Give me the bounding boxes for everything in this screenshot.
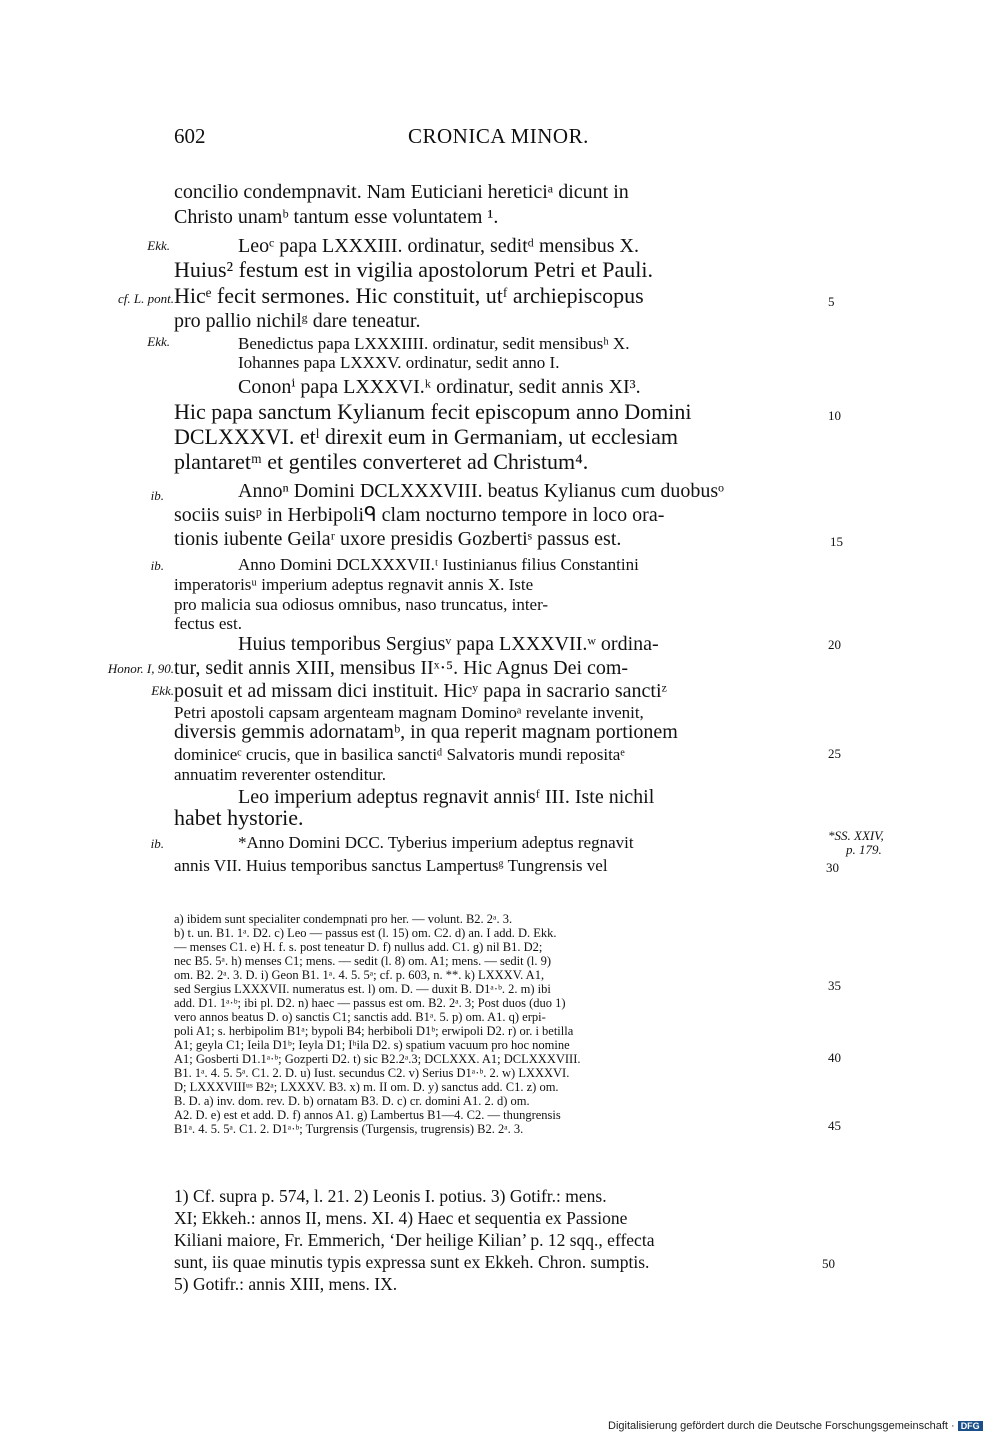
- line-number: 50: [822, 1256, 835, 1271]
- margin-note: ib.: [150, 488, 164, 503]
- text-line: Leo imperium adeptus regnavit annisᶠ III. Iste nichil: [238, 786, 655, 808]
- text-line: Benedictus papa LXXXIIII. ordinatur, sedit mensibusʰ X.: [238, 334, 630, 353]
- apparatus-line: b) t. un. B1. 1ᵃ. D2. c) Leo — passus est (l. 15) om. C2. d) an. I add. D. Ekk.: [174, 926, 557, 940]
- line-number: 45: [828, 1118, 841, 1133]
- text-line: annuatim reverenter ostenditur.: [174, 765, 386, 784]
- apparatus-line: A1; Gosberti D1.1ᵃ·ᵇ; Gozperti D2. t) sic B2.2ᵃ.3; DCLXXX. A1; DCLXXXVIII.: [174, 1052, 581, 1066]
- line-number: 20: [828, 637, 841, 652]
- text-line: pro malicia sua odiosus omnibus, naso truncatus, inter-: [174, 595, 549, 614]
- apparatus-line: D; LXXXVIIIᵘˢ B2ᵃ; LXXXV. B3. x) m. II om. D. y) sanctus add. C1. z) om.: [174, 1080, 559, 1094]
- line-number: 5: [828, 294, 835, 309]
- margin-note: Ekk.: [151, 683, 174, 698]
- text-line: Annoⁿ Domini DCLXXXVIII. beatus Kylianus cum duobusᵒ: [238, 480, 724, 502]
- apparatus-line: B1. 1ᵃ. 4. 5. 5ᵃ. C1. 2. D. u) Iust. secundus C2. v) Serius D1ᵃ·ᵇ. 2. w) LXXXVI.: [174, 1066, 570, 1080]
- apparatus-line: poli A1; s. herbipolim B1ᵃ; bypoli B4; herbiboli D1ᵇ; erwipoli D2. r) or. i betilla: [174, 1024, 574, 1038]
- footnote-line: 1) Cf. supra p. 574, l. 21. 2) Leonis I. potius. 3) Gotifr.: mens.: [174, 1186, 607, 1206]
- footnote-line: sunt, iis quae minutis typis expressa sunt ex Ekkeh. Chron. sumptis.: [174, 1252, 650, 1272]
- dfg-logo: DFG: [958, 1421, 983, 1431]
- margin-note: cf. L. pont.: [118, 291, 174, 306]
- margin-note: ib.: [150, 558, 164, 573]
- text-line: Huius² festum est in vigilia apostolorum Petri et Pauli.: [174, 257, 653, 282]
- running-title: CRONICA MINOR.: [408, 124, 589, 148]
- line-number: 10: [828, 408, 841, 423]
- line-number: 35: [828, 978, 841, 993]
- text-line: Leoᶜ papa LXXXIII. ordinatur, seditᵈ mensibus X.: [238, 235, 639, 257]
- footnote-line: Kiliani maiore, Fr. Emmerich, ‘Der heilige Kilian’ p. 12 sqq., effecta: [174, 1230, 655, 1250]
- text-line: fectus est.: [174, 614, 242, 633]
- text-line: dominiceᶜ crucis, que in basilica sanctiᵈ Salvatoris mundi repositaᵉ: [174, 745, 625, 764]
- margin-note: Honor. I, 90.: [107, 661, 174, 676]
- text-line: Hic papa sanctum Kylianum fecit episcopum anno Domini: [174, 399, 692, 424]
- apparatus-line: B1ᵃ. 4. 5. 5ᵃ. C1. 2. D1ᵃ·ᵇ; Turgrensis (Turgensis, trugrensis) B2. 2ᵃ. 3.: [174, 1122, 524, 1136]
- apparatus-line: sed Sergius LXXXVII. numeratus est. l) om. D. — duxit B. D1ᵃ·ᵇ. 2. m) ibi: [174, 982, 551, 996]
- apparatus-line: — menses C1. e) H. f. s. post teneatur D. f) nullus add. C1. g) nil B1. D2;: [174, 940, 543, 954]
- text-line: posuit et ad missam dici instituit. Hicʸ papa in sacrario sanctiᶻ: [174, 680, 667, 702]
- text-line: annis VII. Huius temporibus sanctus Lampertusᵍ Tungrensis vel: [174, 856, 608, 875]
- margin-note: Ekk.: [147, 334, 170, 349]
- apparatus-line: nec B5. 5ᵃ. h) menses C1; mens. — sedit (l. 8) om. A1; mens. — sedit (l. 9): [174, 954, 551, 968]
- text-line: Huius temporibus Sergiusᵛ papa LXXXVII.ʷ ordina-: [238, 633, 659, 655]
- source-reference-page: p. 179.: [846, 842, 882, 857]
- apparatus-line: A1; geyla C1; Ieila D1ᵇ; Ieyla D1; Iʰila D2. s) spatium vacuum pro hoc nomine: [174, 1038, 570, 1052]
- line-number: 30: [826, 860, 839, 875]
- text-line: imperatorisᵘ imperium adeptus regnavit annis X. Iste: [174, 575, 534, 594]
- text-line: tur, sedit annis XIII, mensibus IIˣ·⁵. Hic Agnus Dei com-: [174, 657, 629, 679]
- text-line: Christo unamᵇ tantum esse voluntatem ¹.: [174, 206, 499, 228]
- text-line: Iohannes papa LXXXV. ordinatur, sedit anno I.: [238, 353, 560, 372]
- apparatus-line: B. D. a) inv. dom. rev. D. b) ornatam B3. D. c) cr. domini A1. 2. d) om.: [174, 1094, 530, 1108]
- line-number: 15: [830, 534, 843, 549]
- text-line: tionis iubente Geilaʳ uxore presidis Gozbertiˢ passus est.: [174, 528, 622, 550]
- margin-note: ib.: [150, 836, 164, 851]
- text-line: diversis gemmis adornatamᵇ, in qua reperit magnam portionem: [174, 721, 678, 743]
- text-line: Cononⁱ papa LXXXVI.ᵏ ordinatur, sedit annis XI³.: [238, 376, 641, 398]
- footnote-line: 5) Gotifr.: annis XIII, mens. IX.: [174, 1274, 398, 1294]
- source-reference: *SS. XXIV,: [828, 828, 884, 843]
- credit-text: Digitalisierung gefördert durch die Deutsche Forschungsgemeinschaft ·: [608, 1420, 955, 1432]
- text-line: Hicᵉ fecit sermones. Hic constituit, utᶠ archiepiscopus: [174, 283, 644, 308]
- text-line: habet hystorie.: [174, 805, 304, 830]
- apparatus-line: a) ibidem sunt specialiter condempnati pro her. — volunt. B2. 2ᵃ. 3.: [174, 912, 513, 926]
- text-line: *Anno Domini DCC. Tyberius imperium adeptus regnavit: [238, 833, 634, 852]
- text-line: Petri apostoli capsam argenteam magnam Dominoᵃ revelante invenit,: [174, 703, 644, 722]
- text-line: concilio condempnavit. Nam Euticiani hereticiᵃ dicunt in: [174, 181, 629, 203]
- line-number: 25: [828, 746, 841, 761]
- line-number: 40: [828, 1050, 841, 1065]
- page-number: 602: [174, 124, 206, 148]
- footnote-line: XI; Ekkeh.: annos II, mens. XI. 4) Haec et sequentia ex Passione: [174, 1208, 628, 1228]
- text-line: plantaretᵐ et gentiles converteret ad Christum⁴.: [174, 449, 589, 474]
- digitization-credit: [608, 1420, 983, 1432]
- apparatus-line: add. D1. 1ᵃ·ᵇ; ibi pl. D2. n) haec — passus est om. B2. 2ᵃ. 3; Post duos (duo 1): [174, 996, 566, 1010]
- apparatus-line: om. B2. 2ᵃ. 3. D. i) Geon B1. 1ᵃ. 4. 5. 5ᵃ; cf. p. 603, n. **. k) LXXXV. A1,: [174, 968, 545, 982]
- margin-note: Ekk.: [147, 238, 170, 253]
- apparatus-line: A2. D. e) est et add. D. f) annos A1. g) Lambertus B1—4. C2. — thungrensis: [174, 1108, 561, 1122]
- text-line: Anno Domini DCLXXXVII.ᵗ Iustinianus filius Constantini: [238, 555, 639, 574]
- apparatus-line: vero annos beatus D. o) sanctis C1; sanctis add. B1ᵃ. 5. p) om. A1. q) erpi-: [174, 1010, 546, 1024]
- text-line: DCLXXXVI. etˡ direxit eum in Germaniam, ut ecclesiam: [174, 424, 679, 449]
- text-line: sociis suisᵖ in Herbipoliᑫ clam nocturno tempore in loco ora-: [174, 504, 665, 526]
- text-line: pro pallio nichilᵍ dare teneatur.: [174, 310, 421, 332]
